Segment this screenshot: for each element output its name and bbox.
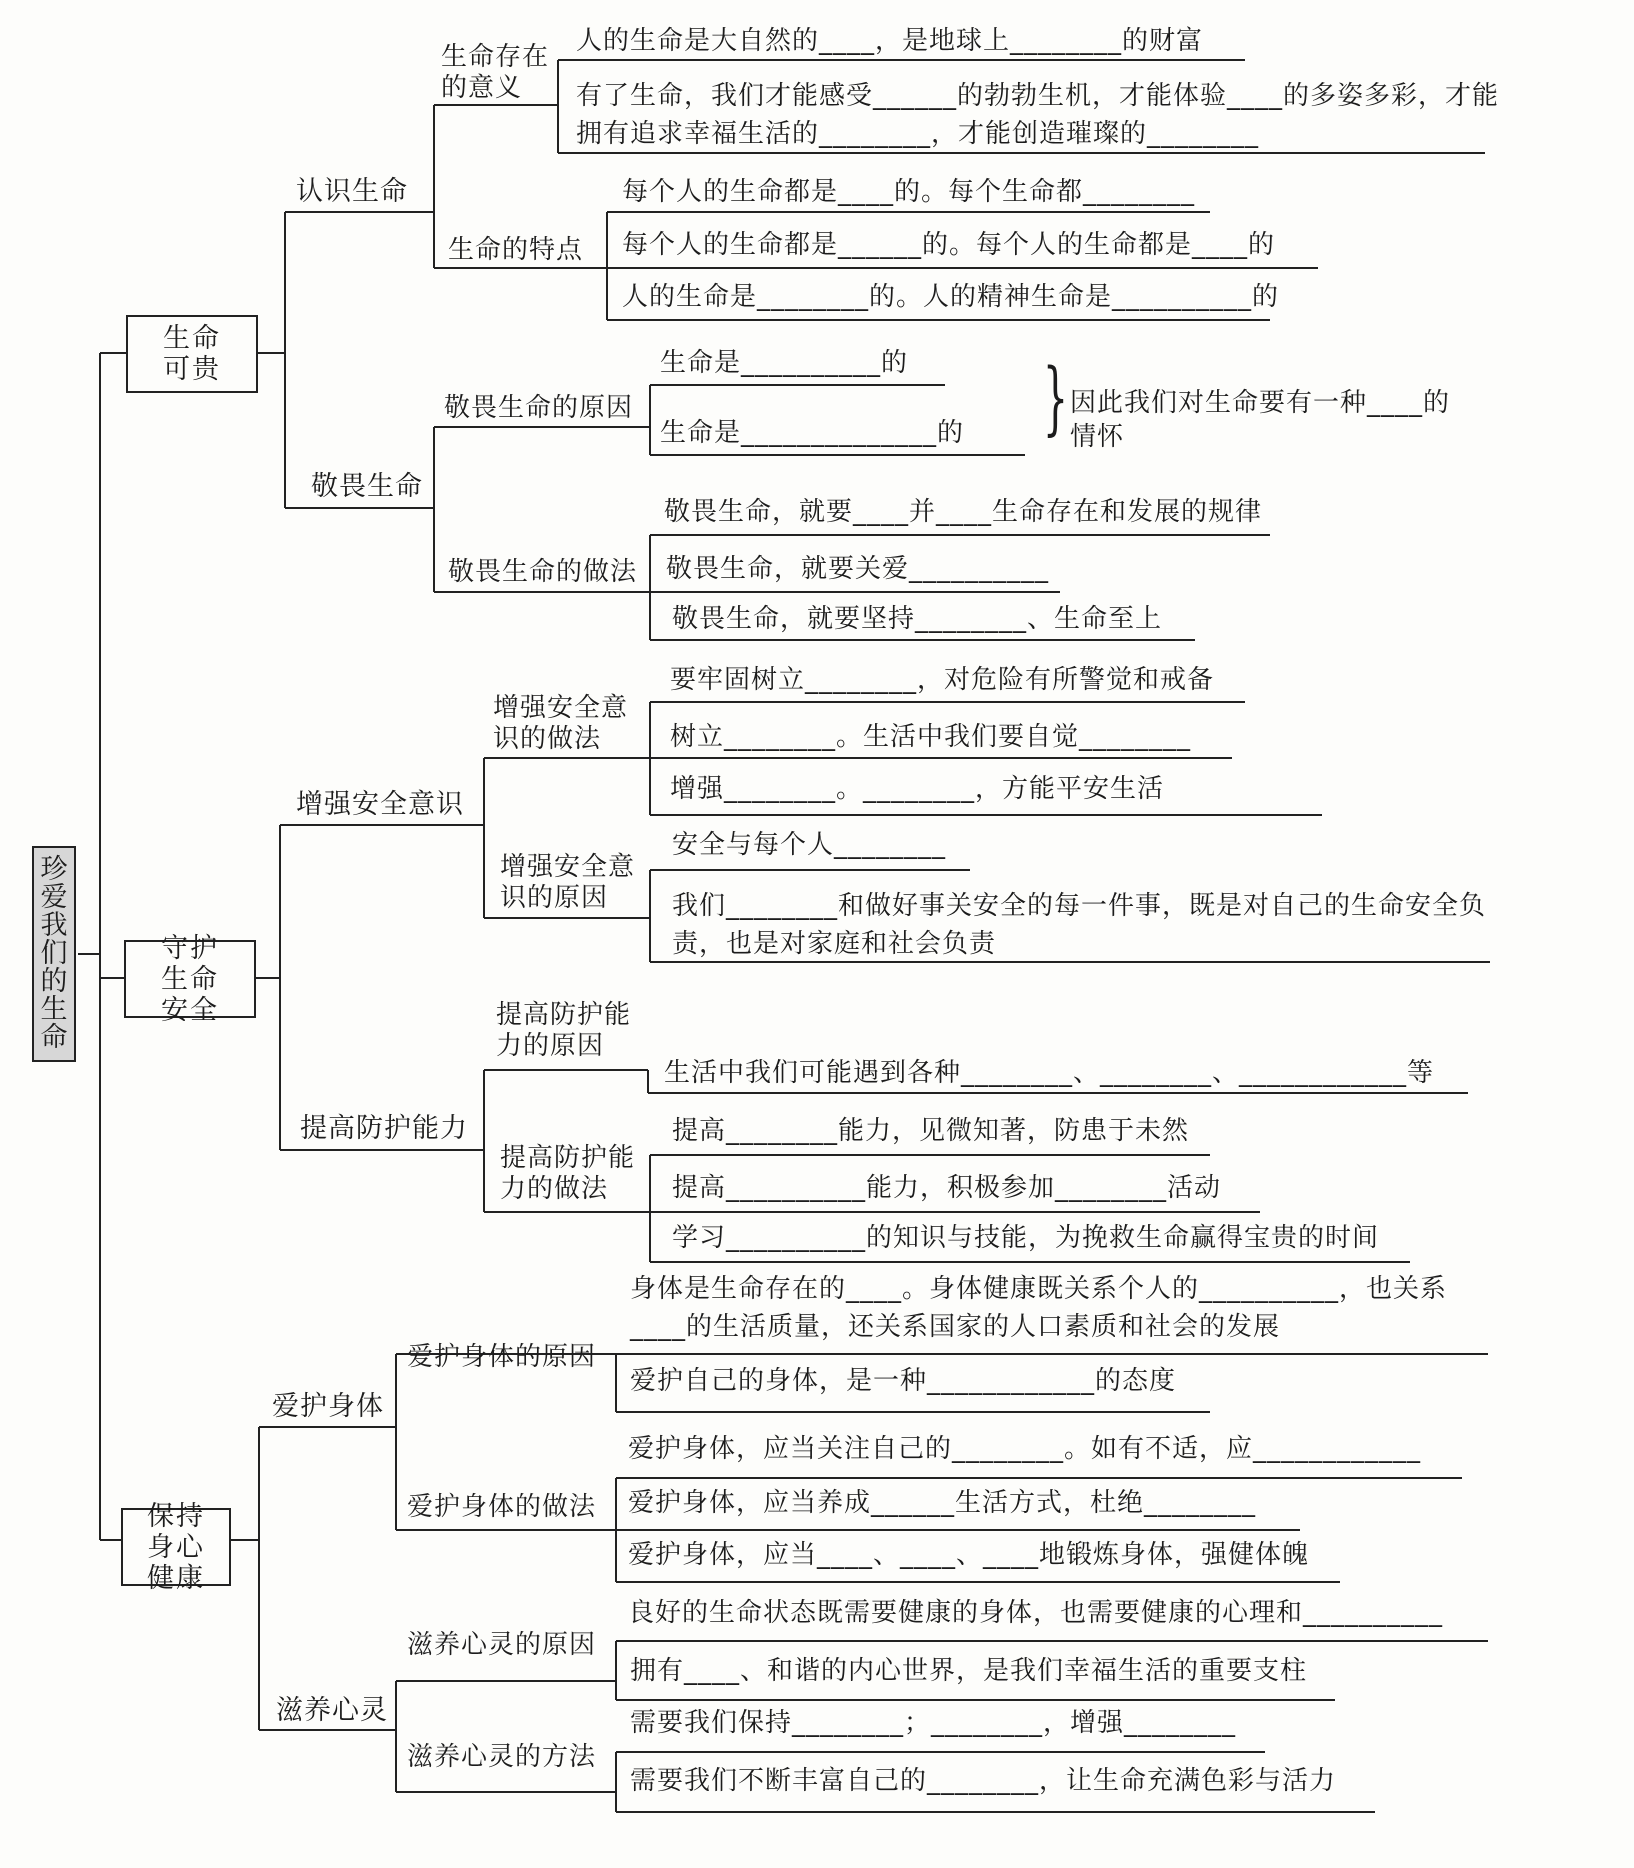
leaf-features-3: 人的生命是________的。人的精神生命是__________的 xyxy=(622,282,1280,312)
leaf-body-reason-1: 身体是生命存在的____。身体健康既关系个人的__________，也关系____的生活质量，还关系国家的人口素质和社会的发展 xyxy=(630,1274,1448,1342)
node-mind-method: 滋养心灵的方法 xyxy=(407,1742,597,1772)
topic-life-precious xyxy=(126,315,258,393)
leaf-features-2: 每个人的生命都是______的。每个人的生命都是____的 xyxy=(622,230,1276,260)
leaf-mind-reason-1: 良好的生命状态既需要健康的身体，也需要健康的心理和__________ xyxy=(628,1598,1444,1628)
node-protection-reason: 提高防护能力的原因 xyxy=(496,1000,632,1061)
node-features: 生命的特点 xyxy=(448,235,584,265)
leaf-awareness-reason-1: 安全与每个人________ xyxy=(672,830,947,860)
leaf-mind-method-1: 需要我们保持________；________，增强________ xyxy=(630,1708,1237,1738)
node-meaning: 生命存在的意义 xyxy=(441,42,550,103)
branch-enhance-awareness: 增强安全意识 xyxy=(296,789,464,820)
leaf-awareness-method-3: 增强________。________，方能平安生活 xyxy=(670,774,1165,804)
leaf-awareness-reason-2: 我们________和做好事关安全的每一件事，既是对自己的生命安全负责，也是对家庭和社会负责 xyxy=(672,891,1487,959)
topic-protect-safety xyxy=(124,932,256,1026)
leaf-meaning-1: 人的生命是大自然的____，是地球上________的财富 xyxy=(576,26,1204,56)
branch-know-life: 认识生命 xyxy=(296,176,408,207)
brace-symbol: } xyxy=(1042,351,1069,444)
leaf-body-method-1: 爱护身体，应当关注自己的________。如有不适，应____________ xyxy=(628,1434,1422,1464)
node-body-method: 爱护身体的做法 xyxy=(407,1492,597,1522)
topic-label: 守护生命安全 xyxy=(161,932,219,1026)
topic-label: 生命可贵 xyxy=(163,323,221,385)
leaf-protection-method-1: 提高________能力，见微知著，防患于未然 xyxy=(672,1116,1190,1146)
leaf-revere-method-2: 敬畏生命，就要关爱__________ xyxy=(666,554,1050,584)
leaf-body-reason-2: 爱护自己的身体，是一种____________的态度 xyxy=(630,1366,1177,1396)
node-awareness-method: 增强安全意识的做法 xyxy=(493,693,629,754)
leaf-awareness-method-1: 要牢固树立________，对危险有所警觉和戒备 xyxy=(670,665,1215,695)
topic-label: 保持身心健康 xyxy=(147,1500,205,1594)
leaf-protection-reason-1: 生活中我们可能遇到各种________、________、____________等 xyxy=(664,1058,1435,1088)
leaf-awareness-method-2: 树立________。生活中我们要自觉________ xyxy=(670,722,1192,752)
branch-revere-life: 敬畏生命 xyxy=(311,471,423,502)
leaf-mind-method-2: 需要我们不断丰富自己的________，让生命充满色彩与活力 xyxy=(630,1766,1337,1796)
leaf-revere-method-3: 敬畏生命，就要坚持________、生命至上 xyxy=(672,604,1163,634)
topic-keep-health xyxy=(121,1500,231,1594)
node-body-reason: 爱护身体的原因 xyxy=(407,1342,597,1372)
node-mind-reason: 滋养心灵的原因 xyxy=(407,1630,597,1660)
node-revere-method: 敬畏生命的做法 xyxy=(448,557,638,587)
leaf-body-method-3: 爱护身体，应当____、____、____地锻炼身体，强健体魄 xyxy=(628,1540,1310,1570)
root-topic: 珍爱我们的生命 xyxy=(32,846,76,1062)
branch-love-body: 爱护身体 xyxy=(272,1391,384,1422)
leaf-meaning-2: 有了生命，我们才能感受______的勃勃生机，才能体验____的多姿多彩，才能拥有追求幸福生活的________，才能创造璀璨的________ xyxy=(576,81,1500,149)
leaf-revere-reason-conclusion: 因此我们对生命要有一种____的情怀 xyxy=(1070,388,1451,452)
leaf-revere-reason-2: 生命是______________的 xyxy=(660,418,965,448)
leaf-features-1: 每个人的生命都是____的。每个生命都________ xyxy=(622,177,1196,207)
leaf-revere-reason-1: 生命是__________的 xyxy=(660,348,909,378)
leaf-protection-method-2: 提高__________能力，积极参加________活动 xyxy=(672,1173,1222,1203)
leaf-revere-method-1: 敬畏生命，就要____并____生命存在和发展的规律 xyxy=(664,497,1263,527)
node-revere-reason: 敬畏生命的原因 xyxy=(444,393,634,423)
leaf-mind-reason-2: 拥有____、和谐的内心世界，是我们幸福生活的重要支柱 xyxy=(630,1656,1308,1686)
node-awareness-reason: 增强安全意识的原因 xyxy=(500,852,636,913)
branch-improve-protection: 提高防护能力 xyxy=(300,1113,468,1144)
branch-nourish-mind: 滋养心灵 xyxy=(276,1695,388,1726)
leaf-body-method-2: 爱护身体，应当养成______生活方式，杜绝________ xyxy=(628,1488,1257,1518)
leaf-protection-method-3: 学习__________的知识与技能，为挽救生命赢得宝贵的时间 xyxy=(672,1223,1380,1253)
node-protection-method: 提高防护能力的做法 xyxy=(500,1143,636,1204)
